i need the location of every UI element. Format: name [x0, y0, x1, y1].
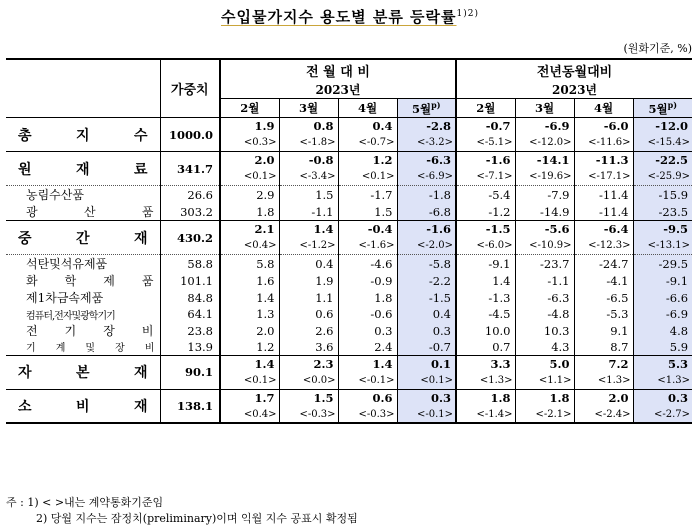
mom-value: -0.8 [279, 152, 338, 169]
category-weight: 90.1 [160, 355, 220, 389]
mom-value: 2.4 [338, 339, 397, 355]
mom-month-feb: 2월 [220, 99, 279, 118]
yoy-value: -11.4 [574, 203, 633, 221]
mom-contract-value: <-1.6> [338, 238, 397, 255]
table-row [6, 306, 692, 322]
yoy-contract-value: <1.3> [633, 372, 692, 389]
subcategory-name: 제1차금속제품 [26, 291, 104, 305]
yoy-value: -14.9 [515, 203, 574, 221]
yoy-value: -1.6 [456, 152, 515, 169]
mom-value: -4.6 [338, 255, 397, 273]
header-mom: 전 월 대 비 [220, 59, 456, 80]
mom-value: 2.9 [220, 186, 279, 204]
yoy-value: 5.9 [633, 339, 692, 355]
subcategory-name: 광 산 품 [6, 203, 160, 221]
mom-value: 2.0 [220, 152, 279, 169]
category-name: 중 간 재 [6, 221, 160, 255]
category-name: 소 비 재 [6, 389, 160, 423]
mom-value: 2.3 [279, 355, 338, 372]
yoy-value: -4.8 [515, 306, 574, 322]
mom-value: 1.8 [220, 203, 279, 221]
table-row [6, 152, 692, 169]
subcategory-weight: 101.1 [160, 272, 220, 289]
mom-value: -1.1 [279, 203, 338, 221]
yoy-value: -23.5 [633, 203, 692, 221]
yoy-value: 4.8 [633, 322, 692, 339]
subcategory-weight: 84.8 [160, 289, 220, 306]
table-row [6, 221, 692, 238]
table-row [6, 322, 692, 339]
yoy-contract-value: <-13.1> [633, 238, 692, 255]
mom-value: 1.5 [338, 203, 397, 221]
yoy-value: 5.3 [633, 355, 692, 372]
mom-value: 0.1 [397, 355, 456, 372]
yoy-value: 0.3 [633, 389, 692, 406]
mom-value: -0.7 [397, 339, 456, 355]
yoy-contract-value: <-12.0> [515, 135, 574, 152]
mom-value: -1.7 [338, 186, 397, 204]
mom-value: 1.4 [279, 221, 338, 238]
yoy-contract-value: <-2.1> [515, 406, 574, 423]
mom-value: -1.6 [397, 221, 456, 238]
yoy-contract-value: <-19.6> [515, 169, 574, 186]
footnote-2: 2) 당월 지수는 잠정치(preliminary)이며 익월 지수 공표시 확정됨 [36, 512, 358, 525]
mom-value: 0.4 [279, 255, 338, 273]
mom-value: 0.4 [397, 306, 456, 322]
subcategory-name: 농림수산품 [26, 188, 84, 202]
yoy-value: -9.1 [633, 272, 692, 289]
mom-value: -1.8 [397, 186, 456, 204]
mom-value: 3.6 [279, 339, 338, 355]
yoy-contract-value: <-15.4> [633, 135, 692, 152]
yoy-contract-value: <-25.9> [633, 169, 692, 186]
table-row [6, 203, 692, 221]
mom-value: -0.6 [338, 306, 397, 322]
mom-contract-value: <-0.3> [279, 406, 338, 423]
header-yoy: 전년동월대비 [456, 59, 692, 80]
yoy-contract-value: <1.3> [456, 372, 515, 389]
mom-value: 1.4 [220, 289, 279, 306]
mom-value: -6.8 [397, 203, 456, 221]
mom-value: 1.9 [220, 118, 279, 135]
yoy-value: -1.5 [456, 221, 515, 238]
mom-contract-value: <-1.2> [279, 238, 338, 255]
table-row [6, 289, 692, 306]
subcategory-weight: 303.2 [160, 203, 220, 221]
mom-value: 0.3 [397, 322, 456, 339]
yoy-value: 0.7 [456, 339, 515, 355]
yoy-value: -5.6 [515, 221, 574, 238]
yoy-value: -0.7 [456, 118, 515, 135]
yoy-value: 1.4 [456, 272, 515, 289]
title-text: 수입물가지수 용도별 분류 등락률 [220, 8, 457, 26]
yoy-value: -6.3 [515, 289, 574, 306]
yoy-value: 4.3 [515, 339, 574, 355]
subcategory-name: 석탄및석유제품 [26, 257, 108, 271]
yoy-value: -23.7 [515, 255, 574, 273]
category-weight: 341.7 [160, 152, 220, 186]
yoy-value: -5.4 [456, 186, 515, 204]
yoy-contract-value: <-6.0> [456, 238, 515, 255]
subcategory-name: 기 계 및 장 비 [6, 339, 160, 355]
mom-value: -1.5 [397, 289, 456, 306]
yoy-value: -5.3 [574, 306, 633, 322]
mom-contract-value: <-3.2> [397, 135, 456, 152]
table-row [6, 339, 692, 355]
table-row [6, 272, 692, 289]
yoy-contract-value: <-1.4> [456, 406, 515, 423]
yoy-value: 10.0 [456, 322, 515, 339]
page-title [0, 6, 700, 27]
mom-value: 5.8 [220, 255, 279, 273]
mom-value: 1.2 [220, 339, 279, 355]
mom-contract-value: <0.1> [220, 372, 279, 389]
yoy-value: 7.2 [574, 355, 633, 372]
table-row [6, 355, 692, 372]
yoy-contract-value: <-10.9> [515, 238, 574, 255]
mom-contract-value: <-6.9> [397, 169, 456, 186]
mom-value: 2.0 [220, 322, 279, 339]
table-row [6, 389, 692, 406]
yoy-contract-value: <-7.1> [456, 169, 515, 186]
yoy-contract-value: <-12.3> [574, 238, 633, 255]
mom-contract-value: <-3.4> [279, 169, 338, 186]
mom-contract-value: <0.1> [220, 169, 279, 186]
mom-contract-value: <0.4> [220, 406, 279, 423]
mom-contract-value: <0.4> [220, 238, 279, 255]
mom-contract-value: <-0.1> [397, 406, 456, 423]
yoy-value: 2.0 [574, 389, 633, 406]
table-row [6, 186, 692, 204]
mom-contract-value: <-1.8> [279, 135, 338, 152]
header-yoy-year: 2023년 [456, 80, 692, 99]
mom-value: 0.6 [338, 389, 397, 406]
mom-value: 0.3 [397, 389, 456, 406]
mom-value: -0.9 [338, 272, 397, 289]
subcategory-weight: 23.8 [160, 322, 220, 339]
price-index-table [6, 58, 692, 424]
yoy-contract-value: <-2.7> [633, 406, 692, 423]
mom-value: 1.8 [338, 289, 397, 306]
mom-value: 0.8 [279, 118, 338, 135]
mom-contract-value: <-0.7> [338, 135, 397, 152]
category-name: 자 본 재 [6, 355, 160, 389]
mom-value: 1.5 [279, 186, 338, 204]
mom-value: 1.7 [220, 389, 279, 406]
yoy-value: 8.7 [574, 339, 633, 355]
mom-value: -2.2 [397, 272, 456, 289]
category-name: 원 재 료 [6, 152, 160, 186]
header-weight: 가중치 [160, 59, 220, 118]
title-footnote-marker: 1)2) [456, 9, 479, 19]
mom-contract-value: <0.1> [338, 169, 397, 186]
yoy-month-feb: 2월 [456, 99, 515, 118]
yoy-value: -4.1 [574, 272, 633, 289]
yoy-contract-value: <-2.4> [574, 406, 633, 423]
yoy-value: -12.0 [633, 118, 692, 135]
mom-contract-value: <-0.3> [338, 406, 397, 423]
subcategory-weight: 13.9 [160, 339, 220, 355]
category-name: 총 지 수 [6, 118, 160, 152]
yoy-value: 3.3 [456, 355, 515, 372]
table-row [6, 255, 692, 273]
mom-contract-value: <-2.0> [397, 238, 456, 255]
yoy-value: -1.3 [456, 289, 515, 306]
mom-value: 0.6 [279, 306, 338, 322]
yoy-value: 1.8 [515, 389, 574, 406]
yoy-value: 10.3 [515, 322, 574, 339]
yoy-value: 1.8 [456, 389, 515, 406]
yoy-contract-value: <-11.6> [574, 135, 633, 152]
mom-value: 1.4 [338, 355, 397, 372]
mom-value: 2.6 [279, 322, 338, 339]
yoy-value: -6.6 [633, 289, 692, 306]
yoy-value: -4.5 [456, 306, 515, 322]
mom-value: -0.4 [338, 221, 397, 238]
yoy-value: -22.5 [633, 152, 692, 169]
yoy-value: 9.1 [574, 322, 633, 339]
yoy-value: -11.3 [574, 152, 633, 169]
yoy-value: -24.7 [574, 255, 633, 273]
yoy-value: -6.4 [574, 221, 633, 238]
subcategory-name: 화 학 제 품 [26, 274, 154, 288]
mom-contract-value: <0.3> [220, 135, 279, 152]
mom-value: 0.3 [338, 322, 397, 339]
yoy-value: -7.9 [515, 186, 574, 204]
yoy-value: -14.1 [515, 152, 574, 169]
mom-month-apr: 4월 [338, 99, 397, 118]
mom-contract-value: <-0.1> [338, 372, 397, 389]
yoy-value: -15.9 [633, 186, 692, 204]
subcategory-name: 컴퓨터,전자및광학기기 [26, 310, 115, 322]
yoy-contract-value: <-5.1> [456, 135, 515, 152]
mom-contract-value: <0.1> [397, 372, 456, 389]
subcategory-weight: 58.8 [160, 255, 220, 273]
yoy-value: 5.0 [515, 355, 574, 372]
mom-value: 1.4 [220, 355, 279, 372]
footnote-1: 주 : 1) < >내는 계약통화기준임 [6, 496, 164, 509]
footnotes [6, 495, 358, 527]
yoy-value: -29.5 [633, 255, 692, 273]
yoy-contract-value: <-17.1> [574, 169, 633, 186]
subcategory-name: 전 기 장 비 [26, 324, 154, 338]
mom-value: -2.8 [397, 118, 456, 135]
yoy-month-may: 5월$^{p)}$ [633, 99, 692, 118]
yoy-value: -9.1 [456, 255, 515, 273]
mom-value: 1.5 [279, 389, 338, 406]
mom-value: 0.4 [338, 118, 397, 135]
category-weight: 430.2 [160, 221, 220, 255]
yoy-value: -6.9 [633, 306, 692, 322]
mom-contract-value: <0.0> [279, 372, 338, 389]
mom-value: 2.1 [220, 221, 279, 238]
mom-value: 1.1 [279, 289, 338, 306]
yoy-month-apr: 4월 [574, 99, 633, 118]
yoy-value: -6.5 [574, 289, 633, 306]
category-weight: 138.1 [160, 389, 220, 423]
yoy-value: -11.4 [574, 186, 633, 204]
yoy-contract-value: <1.3> [574, 372, 633, 389]
yoy-value: -1.1 [515, 272, 574, 289]
yoy-value: -1.2 [456, 203, 515, 221]
yoy-month-mar: 3월 [515, 99, 574, 118]
unit-label: (원화기준, %) [623, 42, 692, 55]
subcategory-weight: 26.6 [160, 186, 220, 204]
mom-month-mar: 3월 [279, 99, 338, 118]
mom-value: -6.3 [397, 152, 456, 169]
category-weight: 1000.0 [160, 118, 220, 152]
mom-month-may: 5월$^{p)}$ [397, 99, 456, 118]
header-mom-year: 2023년 [220, 80, 456, 99]
mom-value: -5.8 [397, 255, 456, 273]
yoy-value: -6.0 [574, 118, 633, 135]
yoy-value: -9.5 [633, 221, 692, 238]
header-blank [6, 59, 160, 118]
yoy-value: -6.9 [515, 118, 574, 135]
mom-value: 1.2 [338, 152, 397, 169]
yoy-contract-value: <1.1> [515, 372, 574, 389]
subcategory-weight: 64.1 [160, 306, 220, 322]
table-row [6, 118, 692, 135]
mom-value: 1.9 [279, 272, 338, 289]
mom-value: 1.6 [220, 272, 279, 289]
mom-value: 1.3 [220, 306, 279, 322]
